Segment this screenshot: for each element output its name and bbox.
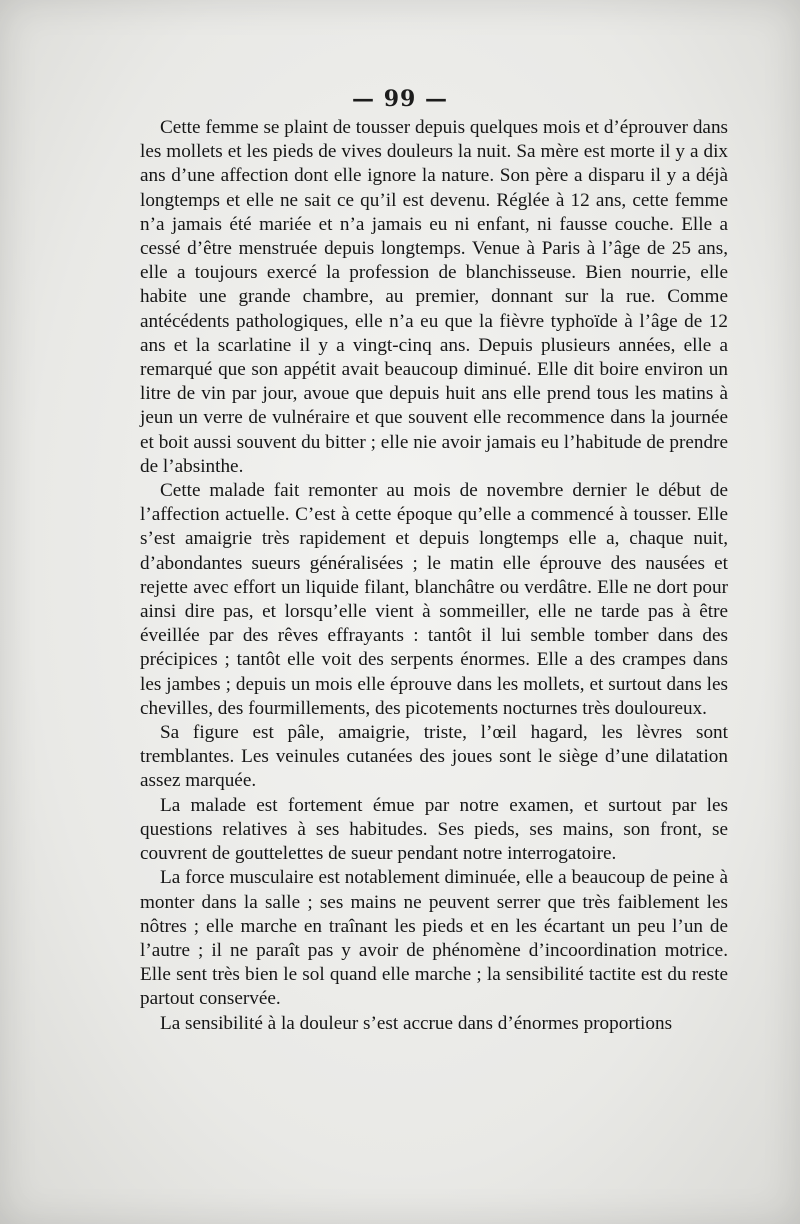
paragraph-current-illness: Cette malade fait remonter au mois de novembre dernier le début de l’affection actuelle. C’est à cette époque qu’elle a commencé à tousser. Elle s’est amaigrie très rapidement et depuis longtemps elle a, chaque nuit, d’abondantes sueurs généralisées ; le matin elle éprouve des nausées et rejette avec effort un liquide filant, blanchâtre ou verdâtre. Elle ne dort pour ainsi dire pas, et lorsqu’elle vient à sommeiller, elle ne tarde pas à être éveillée par des rêves effrayants : tantôt il lui semble tomber dans des précipices ; tantôt elle voit des serpents énormes. Elle a des crampes dans les jambes ; depuis un mois elle éprouve dans les mollets, et surtout dans les chevilles, des fourmillements, des picotements nocturnes très douloureux. bbox=[140, 480, 728, 719]
paragraph-muscle-strength: La force musculaire est notablement diminuée, elle a beaucoup de peine à monter dans la salle ; ses mains ne peuvent serrer que très faiblement les nôtres ; elle marche en traînant les pieds et en les écartant un peu l’un de l’autre ; il ne paraît pas y avoir de phénomène d’incoordination motrice. Elle sent très bien le sol quand elle marche ; la sensibilité tactite est du reste partout conservée. bbox=[140, 867, 728, 1010]
paragraph-pain-sensitivity: La sensibilité à la douleur s’est accrue dans d’énormes proportions bbox=[160, 1012, 673, 1034]
paragraph-patient-history: Cette femme se plaint de tousser depuis quelques mois et d’éprouver dans les mollets et les pieds de vives douleurs la nuit. Sa mère est morte il y a dix ans d’une affection dont elle ignore la nature. Son père a disparu il y a déjà longtemps et elle ne sait ce qu’il est devenu. Réglée à 12 ans, cette femme n’a jamais été mariée et n’a jamais eu ni enfant, ni fausse couche. Elle a cessé d’être menstruée depuis longtemps. Venue à Paris à l’âge de 25 ans, elle a toujours exercé la profession de blanchisseuse. Bien nourrie, elle habite une grande chambre, au premier, donnant sur la rue. Comme antécédents pathologiques, elle n’a eu que la fièvre typhoïde à l’âge de 12 ans et la scarlatine il y a vingt-cinq ans. Depuis plusieurs années, elle a remarqué que son appétit avait beaucoup diminué. Elle dit boire environ un litre de vin par jour, avoue que depuis huit ans elle prend tous les matins à jeun un verre de vulnéraire et que souvent elle recommence dans la journée et boit aussi souvent du bitter ; elle nie avoir jamais eu l’habitude de prendre de l’absinthe. bbox=[140, 117, 728, 477]
paragraph-examination: La malade est fortement émue par notre examen, et surtout par les questions relatives à ses habitudes. Ses pieds, ses mains, son front, se couvrent de gouttelettes de sueur pendant notre interrogatoire. bbox=[140, 794, 728, 865]
body-text bbox=[140, 116, 728, 1036]
page-number: — 99 — bbox=[352, 86, 448, 112]
paragraph-face: Sa figure est pâle, amaigrie, triste, l’œil hagard, les lèvres sont tremblantes. Les veinules cutanées des joues sont le siège d’une dilatation assez marquée. bbox=[140, 722, 728, 792]
